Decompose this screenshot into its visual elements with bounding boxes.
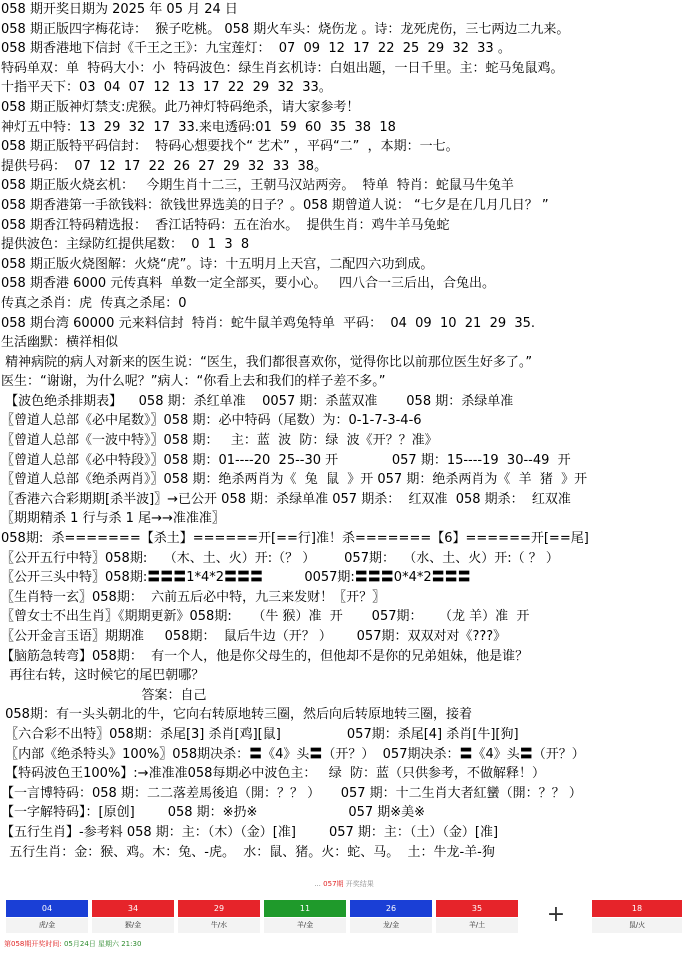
text-line: 058 期香港第一手欲钱料：欲钱世界选美的日子？。058 期曾道人说： “七夕是在几月几日？ ” [1,197,549,213]
text-line: 058期：有一头头朝北的牛，它向右转原地转三圈，然后向后转原地转三圈，接着 [1,707,472,723]
text-line: 特码单双：单 特码大小：小 特码波色：绿生肖玄机诗：白姐出题，一日千里。主：蛇马兔鼠鸡。 [1,60,564,76]
ball-number: 11 [264,900,346,917]
text-line: 〖曾道人总部《必中特段》〗058 期：01----20 25--30 开 057 期：15----19 30--49 开 [1,452,571,468]
special-ball-number: 18 [592,900,682,917]
ball-zodiac: 龙/金 [350,918,432,933]
text-line: 058 期正版火烧图解：火烧“虎”。诗：十五明月上天宫，二配四六功到成。 [1,256,434,272]
text-line: 医生：“谢谢，为什么呢？”病人：“你看上去和我们的样子差不多。” [1,374,386,390]
text-line: 058 期香港 6000 元传真料 单数一定全部买，要小心。 四八合一三后出，合兔出。 [1,276,495,292]
text-line: 058 期正版神灯禁支:虎猴。此乃神灯特码绝杀，请大家参考！ [1,99,360,115]
draw-footer [4,939,141,949]
ball-zodiac: 牛/水 [178,918,260,933]
ball-number: 04 [6,900,88,917]
text-line: 提供号码： 07 12 17 22 26 27 29 32 33 38。 [1,158,328,174]
draw-footer-time: 05月24日 星期六 21:30 [63,940,142,948]
text-line: 五行生肖：金：猴、鸡。木：兔、-虎。 水：鼠、猪。火：蛇、马。 土：牛龙-羊-狗 [1,844,495,860]
text-line: 058 期正版四字梅花诗： 猴子吃桃。 058 期火车头：烧伤龙 。诗：龙死虎伤，三七两边二九来。 [1,21,570,37]
draw-title-issue: 057期 [323,880,344,888]
text-line: 〖生肖特一玄〗058期： 六前五后必中特，九三来发财！〖开？〗 [1,589,386,605]
text-line: 【一字解特码】：[原创] 058 期：※扔※ 057 期※美※ [1,805,426,821]
text-line: 〖曾女士不出生肖〗《期期更新》058期: （牛 猴）准 开 057期： （龙 羊）准 开 [1,609,530,625]
text-line: 〖曾道人总部《必中尾数》〗058 期：必中特码（尾数）为：0-1-7-3-4-6 [1,413,422,429]
text-line: 058 期开奖日期为 2025 年 05 月 24 日 [1,2,238,17]
draw-title-suffix: 开奖结果 [345,880,374,888]
text-line: 〖内部《绝杀特头》100%〗058期决杀：〓《4》头〓（开？） 057期决杀：〓《4》头〓（开？） [1,746,585,762]
draw-title-prefix: ... [314,880,321,888]
text-line: 答案：自己 [1,687,207,703]
text-line: 〖公开三头中特〗058期:〓〓〓1*4*2〓〓〓 0057期:〓〓〓0*4*2〓〓〓 [1,570,471,586]
text-line: 神灯五中特：13 29 32 17 33.来电透码:01 59 60 35 38 18 [1,119,396,135]
text-line: 058 期台湾 60000 元来料信封 特肖：蛇牛鼠羊鸡兔特单 平码： 04 09 10 21 29 35. [1,315,536,331]
ball-zodiac: 猴/金 [92,918,174,933]
text-line: 〖期期精杀 1 行与杀 1 尾→→准准准〗 [1,511,225,527]
text-line: 【波色绝杀排期表】 058 期：杀红单准 0057 期：杀蓝双准 058 期：杀绿单准 [1,393,514,409]
text-line: 【脑筋急转弯】058期： 有一个人，他是你父母生的，但他却不是你的兄弟姐妹，他是谁？ [1,648,529,664]
text-line: 058 期香江特码精选报： 香江话特码：五在治水。 提供生肖：鸡牛羊马兔蛇 [1,217,450,233]
text-line: 058 期正版火烧玄机： 今期生肖十二三，王朝马汉站两旁。 特单 特肖：蛇鼠马牛兔羊 [1,178,514,194]
text-line: 058 期正版特平码信封： 特码心想要找个“ 艺术” ，平码“二” ，本期：一七。 [1,139,459,155]
text-line: 【五行生肖】-参考料 058 期：主：（木）（金）[准] 057 期：主：（土）（金）[准] [1,824,499,840]
draw-footer-label: 第058期开奖时间: [4,940,62,948]
text-line: 再往右转，这时候它的尾巴朝哪？ [1,668,205,684]
text-line: 〖曾道人总部《绝杀两肖》〗058 期：绝杀两肖为《 兔 鼠 》开 057 期：绝杀两肖为《 羊 猪 》开 [1,472,588,488]
text-line: 生活幽默：横祥相似 [1,335,119,351]
text-line: 〖香港六合彩期期[杀半波]〗→已公开 058 期：杀绿单准 057 期杀： 红双准 058 期杀： 红双准 [1,491,571,507]
ball-zodiac: 虎/金 [6,918,88,933]
text-line: 〖公开金言玉语〗期期准 058期： 鼠后牛边（开？ ） 057期：双双对对《???》 [1,629,507,644]
text-line: 058 期香港地下信封《千王之王》：九宝莲灯： 07 09 12 17 22 25 29 32 33 。 [1,41,511,57]
text-line: 精神病院的病人对新来的医生说：“医生，我们都很喜欢你，觉得你比以前那位医生好多了。” [1,354,533,370]
ball-zodiac: 羊/土 [436,918,518,933]
ball-number: 35 [436,900,518,917]
text-line: 【特码波色王100%】:→准准准058每期必中波色主： 绿 防：蓝（只供参考，不做解释！） [1,766,546,782]
ball-number: 34 [92,900,174,917]
plus-icon: + [546,902,566,927]
ball-number: 26 [350,900,432,917]
text-line: 〖曾道人总部《一波中特》〗058 期： 主：蓝 波 防：绿 波《开？？准》 [1,433,438,449]
draw-title [0,879,688,889]
text-line: 〖公开五行中特〗058期: （木、土、火）开:（？ ） 057期： （水、土、火）开:（ ？ ） [1,550,559,566]
special-ball-zodiac: 鼠/火 [592,918,682,933]
text-line: 提供波色：主绿防红提供尾数： 0 1 3 8 [1,237,250,253]
ball-number: 29 [178,900,260,917]
draw-result-panel [0,872,688,956]
text-line: 【一言博特码：058 期：二二落差馬後追（開：？？ ） 057 期：十二生肖大者紅蠻（開：？？ ） [1,785,582,801]
text-line: 传真之杀肖：虎 传真之杀尾：0 [1,295,187,311]
text-line: 十指平天下：03 04 07 12 13 17 22 29 32 33。 [1,80,332,96]
ball-zodiac: 羊/金 [264,918,346,933]
text-line: 〖六合彩不出特〗058期：杀尾[3] 杀肖[鸡][鼠] 057期：杀尾[4] 杀肖[牛][狗] [1,726,519,742]
text-line: 058期: 杀=======【杀土】======开[==行]准！杀=======【6】======开[==尾] [1,531,589,547]
